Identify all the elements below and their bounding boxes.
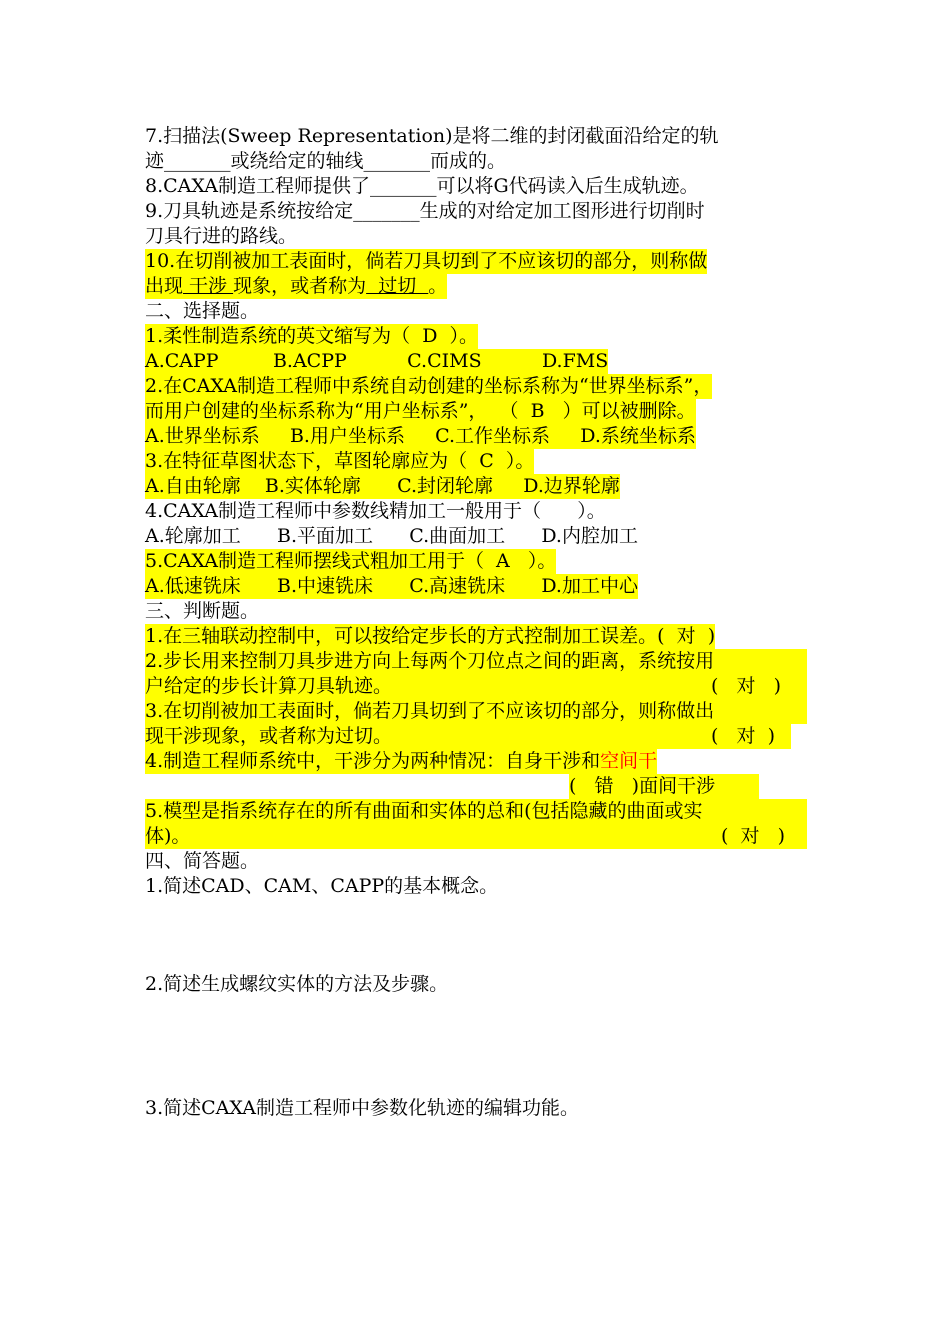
- judge-q3-line-2: [145, 724, 791, 749]
- judge-q4-line-2: [569, 774, 759, 799]
- judge-q2-text: 户给定的步长计算刀具轨迹。: [145, 675, 393, 697]
- judge-q5-line-2: [145, 824, 807, 849]
- judge-q4-line-1: [145, 749, 657, 774]
- q8-line: 8.CAXA制造工程师提供了_______可以将G代码读入后生成轨迹。: [145, 175, 699, 197]
- q10-line-2: [145, 274, 447, 299]
- judge-q5-answer: ( 对 ): [721, 825, 786, 847]
- q7-line-2: 迹_______或绕给定的轴线_______而成的。: [145, 150, 507, 172]
- judge-heading: 三、判断题。: [145, 600, 260, 622]
- judge-q3-text: 现干涉现象，或者称为过切。: [145, 725, 393, 747]
- choice-q1-options: A.CAPP B.ACPP C.CIMS D.FMS: [145, 350, 609, 372]
- judge-q4-text: 4.制造工程师系统中，干涉分为两种情况：自身干涉和: [145, 750, 601, 772]
- q9-line-2: 刀具行进的路线。: [145, 225, 298, 247]
- short-q1: 1.简述CAD、CAM、CAPP的基本概念。: [145, 875, 499, 897]
- judge-q3-answer: ( 对 ): [711, 725, 776, 747]
- choice-q3-options: A.自由轮廓 B.实体轮廓 C.封闭轮廓 D.边界轮廓: [145, 475, 620, 497]
- judge-q2-line-2: [145, 674, 807, 699]
- choice-q2-line-2: 而用户创建的坐标系称为“用户坐标系”， （ B ）可以被删除。: [145, 400, 696, 422]
- judge-q5-line-1: 5.模型是指系统存在的所有曲面和实体的总和(包括隐藏的曲面或实: [145, 799, 807, 824]
- q10-mid: 现象，或者称为: [233, 275, 367, 297]
- judge-q3-line-1: 3.在切削被加工表面时，倘若刀具切到了不应该切的部分，则称做出: [145, 699, 807, 724]
- choice-q2-options: A.世界坐标系 B.用户坐标系 C.工作坐标系 D.系统坐标系: [145, 425, 696, 447]
- judge-q5-text: 体)。: [145, 825, 191, 847]
- choice-q5: 5.CAXA制造工程师摆线式粗加工用于（ A ）。: [145, 550, 557, 572]
- q7-line-1: 7.扫描法(Sweep Representation)是将二维的封闭截面沿给定的轨: [145, 125, 719, 147]
- short-q3: 3.简述CAXA制造工程师中参数化轨迹的编辑功能。: [145, 1097, 579, 1119]
- choice-q3: 3.在特征草图状态下，草图轮廓应为（ C ）。: [145, 450, 535, 472]
- judge-q2-line-1: 2.步长用来控制刀具步进方向上每两个刀位点之间的距离，系统按用: [145, 649, 807, 674]
- judge-q4-answer: ( 错 ): [569, 775, 640, 797]
- choice-q1: 1.柔性制造系统的英文缩写为（ D ）。: [145, 325, 479, 347]
- choice-q5-options: A.低速铣床 B.中速铣床 C.高速铣床 D.加工中心: [145, 575, 638, 597]
- judge-q2-answer: ( 对 ): [711, 675, 782, 697]
- q10-pre: 出现: [145, 275, 184, 297]
- q9-line-1: 9.刀具轨迹是系统按给定_______生成的对给定加工图形进行切削时: [145, 200, 705, 222]
- q10-line-1: 10.在切削被加工表面时，倘若刀具切到了不应该切的部分，则称做: [145, 250, 708, 272]
- q10-end: 。: [428, 275, 448, 297]
- choice-q4: 4.CAXA制造工程师中参数线精加工一般用于（ ）。: [145, 500, 606, 522]
- short-heading: 四、简答题。: [145, 850, 260, 872]
- short-q2: 2.简述生成螺纹实体的方法及步骤。: [145, 973, 449, 995]
- judge-q4-red-text: 空间干: [600, 750, 658, 772]
- choice-q2-line-1: 2.在CAXA制造工程师中系统自动创建的坐标系称为“世界坐标系”，: [145, 375, 713, 397]
- choice-q4-options: A.轮廓加工 B.平面加工 C.曲面加工 D.内腔加工: [145, 525, 638, 547]
- choice-heading: 二、选择题。: [145, 300, 260, 322]
- q10-answer-1: 干涉: [183, 275, 234, 297]
- judge-q4-tail: 面间干涉: [639, 775, 716, 797]
- judge-q1: 1.在三轴联动控制中，可以按给定步长的方式控制加工误差。( 对 ): [145, 625, 716, 647]
- q10-answer-2: 过切: [366, 275, 429, 297]
